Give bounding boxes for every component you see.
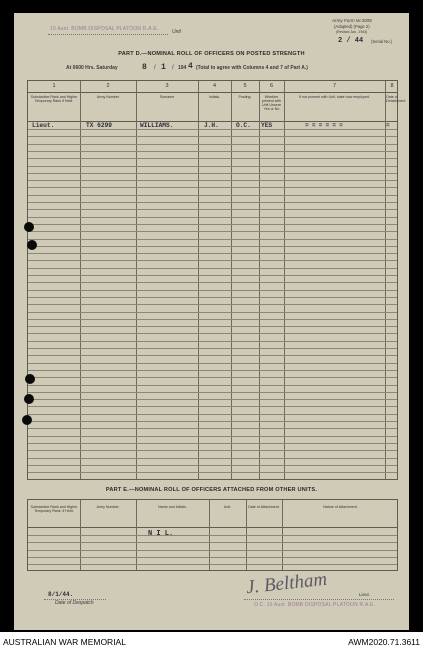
row-line bbox=[28, 535, 397, 536]
row-line bbox=[28, 436, 397, 437]
table-row bbox=[28, 122, 397, 129]
column-header: Substantive Rank and Higher Temporary Rank, if Held. bbox=[30, 505, 78, 514]
nil-entry: N I L. bbox=[148, 530, 174, 538]
row-line bbox=[28, 458, 397, 459]
date-year-suffix: 4 bbox=[188, 62, 193, 71]
row-line bbox=[28, 268, 397, 269]
row-line bbox=[28, 166, 397, 167]
column-header: Army Number. bbox=[96, 505, 120, 509]
row-line bbox=[28, 319, 397, 320]
column-number: 7 bbox=[332, 83, 337, 89]
row-line bbox=[28, 385, 397, 386]
unit-label: Unit bbox=[172, 29, 181, 35]
column-number: 5 bbox=[243, 83, 247, 89]
column-number: 8 bbox=[390, 83, 394, 89]
row-line bbox=[28, 428, 397, 429]
row-line bbox=[28, 246, 397, 247]
row-line bbox=[28, 180, 397, 181]
caption-right: AWM2020.71.3611 bbox=[348, 637, 420, 647]
date-line: At 0600 Hrs. Saturday 8 / 1 / 194 4 (Total to agree with Columns 4 and 7 of Part A.) bbox=[66, 62, 308, 72]
row-line bbox=[28, 297, 397, 298]
row-line bbox=[28, 239, 397, 240]
row-line bbox=[28, 443, 397, 444]
row-line bbox=[28, 414, 397, 415]
column-header: Nature of Attachment. bbox=[323, 505, 358, 509]
column-header: Posting. bbox=[238, 95, 252, 99]
cell-employed: = = = = = = bbox=[305, 122, 343, 129]
document-sheet bbox=[14, 13, 409, 630]
serial-label: (Serial No.) bbox=[371, 39, 393, 44]
column-header: Whether present with Unit Unsere Yes or No bbox=[261, 95, 282, 112]
cell-present: YES bbox=[261, 122, 273, 129]
row-line bbox=[28, 550, 397, 551]
row-line bbox=[28, 377, 397, 378]
part-e-table bbox=[27, 499, 398, 571]
column-header: Date of Attachment. bbox=[248, 505, 280, 509]
row-line bbox=[28, 202, 397, 203]
row-line bbox=[28, 406, 397, 407]
column-number: 2 bbox=[106, 83, 110, 89]
date-day: 8 bbox=[142, 63, 147, 72]
punch-hole bbox=[27, 240, 37, 250]
row-line bbox=[28, 275, 397, 276]
row-line bbox=[28, 399, 397, 400]
part-d-title: PART D.—NOMINAL ROLL OF OFFICERS ON POSTED STRENGTH bbox=[118, 51, 305, 57]
column-divider bbox=[198, 81, 199, 479]
row-line bbox=[28, 224, 397, 225]
punch-hole bbox=[22, 415, 32, 425]
row-line bbox=[28, 363, 397, 364]
row-line bbox=[28, 326, 397, 327]
oc-stamp: O.C. 10 Aust. BOMB DISPOSAL PLATOON R.A.E. bbox=[254, 602, 376, 608]
row-line bbox=[28, 333, 397, 334]
form-revised: (Revised Jan., 1943) bbox=[336, 30, 368, 34]
date-year-prefix: 194 bbox=[178, 65, 187, 71]
row-line bbox=[28, 290, 397, 291]
row-line bbox=[28, 370, 397, 371]
row-line bbox=[28, 304, 397, 305]
column-header: Surname bbox=[159, 95, 175, 99]
cell-rank: Lieut. bbox=[32, 122, 55, 129]
column-number: 4 bbox=[212, 83, 217, 89]
part-d-table bbox=[27, 80, 406, 480]
cell-posting: O.C. bbox=[236, 122, 251, 129]
signature: J. Beltham bbox=[245, 568, 329, 599]
punch-hole bbox=[25, 374, 35, 384]
column-number: 3 bbox=[165, 83, 169, 89]
form-adapted: (Adapted) (Page 2) bbox=[334, 24, 370, 29]
row-line bbox=[28, 312, 397, 313]
cell-army-number: TX 6299 bbox=[86, 122, 112, 129]
column-divider bbox=[385, 81, 386, 479]
row-line bbox=[28, 282, 397, 283]
row-line bbox=[28, 341, 397, 342]
row-line bbox=[28, 151, 397, 152]
row-line bbox=[28, 472, 397, 473]
row-line bbox=[28, 253, 397, 254]
column-header: Unit. bbox=[223, 505, 232, 509]
unit-underline bbox=[48, 34, 168, 35]
row-line bbox=[28, 136, 397, 137]
row-line bbox=[28, 542, 397, 543]
column-divider bbox=[259, 81, 260, 479]
signature-suffix: Lieut. bbox=[359, 592, 371, 597]
column-header: Army Number bbox=[96, 95, 120, 99]
date-prefix: At 0600 Hrs. Saturday bbox=[66, 65, 118, 71]
date-month: 1 bbox=[161, 63, 166, 72]
column-header: Initials. bbox=[208, 95, 221, 99]
caption-left: AUSTRALIAN WAR MEMORIAL bbox=[3, 637, 126, 647]
form-id: Army Form W.3008 bbox=[332, 18, 372, 23]
column-header: Date of Detachment bbox=[386, 95, 406, 104]
caption-bar bbox=[0, 632, 423, 653]
row-line bbox=[28, 421, 397, 422]
row-line bbox=[28, 173, 397, 174]
row-line bbox=[28, 187, 397, 188]
part-e-title: PART E.—NOMINAL ROLL OF OFFICERS ATTACHED FROM OTHER UNITS. bbox=[105, 487, 318, 493]
column-header: Name and Initials. bbox=[158, 505, 187, 509]
row-line bbox=[28, 348, 397, 349]
despatch-label: Date of Despatch bbox=[55, 600, 94, 606]
column-header: Substantive Rank and Higher Temporary Rank if Held. bbox=[30, 95, 78, 104]
column-divider bbox=[80, 81, 81, 479]
column-header: If not present with Unit, state how employed. bbox=[299, 95, 370, 99]
unit-stamp: 10 Aust. BOMB DISPOSAL PLATOON R.A.E. bbox=[50, 26, 159, 32]
row-line bbox=[28, 144, 397, 145]
column-number: 6 bbox=[269, 83, 274, 89]
column-divider bbox=[136, 81, 137, 479]
cell-initials: J.H. bbox=[204, 122, 219, 129]
despatch-value: 8/1/44. bbox=[48, 591, 74, 598]
row-line bbox=[28, 355, 397, 356]
row-line bbox=[28, 557, 397, 558]
row-line bbox=[28, 231, 397, 232]
serial-value: 2 / 44 bbox=[338, 37, 364, 45]
row-line bbox=[28, 158, 397, 159]
row-line bbox=[28, 564, 397, 565]
punch-hole bbox=[24, 222, 34, 232]
column-number: 1 bbox=[52, 83, 56, 89]
column-divider bbox=[284, 81, 285, 479]
row-line bbox=[28, 392, 397, 393]
column-divider bbox=[231, 81, 232, 479]
row-line bbox=[28, 129, 397, 130]
cell-surname: WILLIAMS. bbox=[140, 122, 174, 129]
cell-date: = bbox=[386, 122, 390, 129]
row-line bbox=[28, 217, 397, 218]
row-line bbox=[28, 209, 397, 210]
row-line bbox=[28, 260, 397, 261]
row-line bbox=[28, 465, 397, 466]
date-suffix: (Total to agree with Columns 4 and 7 of Part A.) bbox=[196, 65, 308, 71]
row-line bbox=[28, 195, 397, 196]
punch-hole bbox=[24, 394, 34, 404]
row-line bbox=[28, 450, 397, 451]
